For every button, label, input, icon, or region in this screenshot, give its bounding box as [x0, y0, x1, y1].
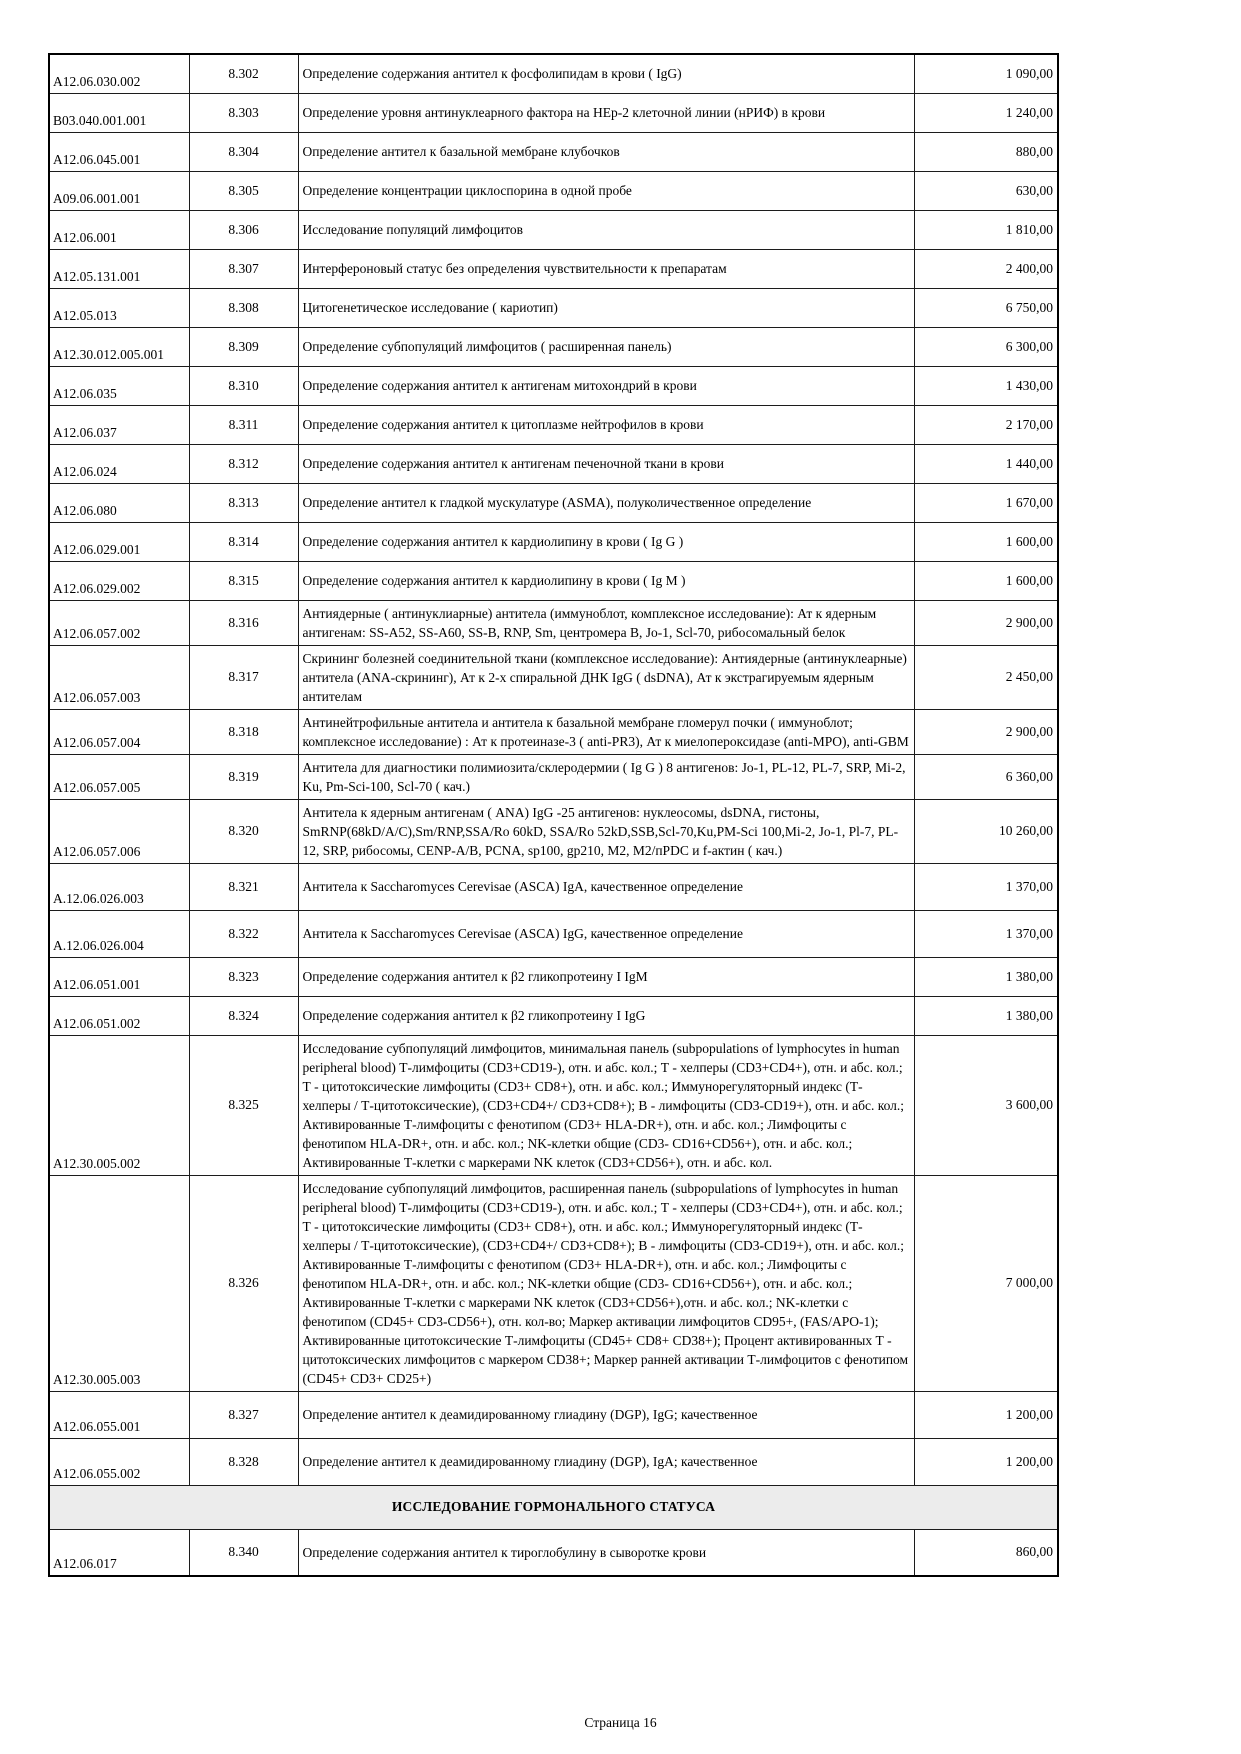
service-number: 8.311	[189, 405, 298, 444]
table-row	[49, 957, 1058, 996]
service-description: Определение содержания антител к β2 гликопротеину I IgG	[298, 996, 914, 1035]
service-code: A12.06.080	[49, 483, 189, 522]
service-code: A12.06.057.002	[49, 600, 189, 645]
service-code: A.12.06.026.003	[49, 863, 189, 910]
service-price: 860,00	[914, 1529, 1058, 1576]
service-description: Исследование популяций лимфоцитов	[298, 210, 914, 249]
table-row	[49, 996, 1058, 1035]
table-row	[49, 483, 1058, 522]
service-price: 1 090,00	[914, 54, 1058, 93]
service-price: 1 370,00	[914, 863, 1058, 910]
table-row	[49, 327, 1058, 366]
service-code: A12.30.005.003	[49, 1175, 189, 1391]
service-description: Исследование субпопуляций лимфоцитов, минимальная панель (subpopulations of lymphocytes in human peripheral blood) Т-лимфоциты (CD3+CD19-), отн. и абс. кол.; Т - хелперы (CD3+CD4+), отн. и абс. кол.; Т - цитотоксические лимфоциты (CD3+ CD8+), отн. и абс. кол.; Иммунорегуляторный индекс (Т-хелперы / Т-цитотоксические), (CD3+CD4+/ CD3+CD8+); В - лимфоциты (CD3-CD19+), отн. и абс. кол.; Активированные Т-лимфоциты с фенотипом (CD3+ HLA-DR+), отн. и абс. кол.; Лимфоциты с фенотипом HLA-DR+, отн. и абс. кол.; NK-клетки общие (CD3- CD16+CD56+), отн. и абс. кол.; Активированные Т-клетки с маркерами NK клеток (CD3+CD56+), отн. и абс. кол.	[298, 1035, 914, 1175]
service-number: 8.306	[189, 210, 298, 249]
service-number: 8.308	[189, 288, 298, 327]
service-description: Определение содержания антител к фосфолипидам в крови ( IgG)	[298, 54, 914, 93]
service-description: Определение содержания антител к цитоплазме нейтрофилов в крови	[298, 405, 914, 444]
service-code: A12.06.055.002	[49, 1438, 189, 1485]
service-price: 6 750,00	[914, 288, 1058, 327]
service-price: 2 450,00	[914, 645, 1058, 709]
service-code: A12.06.030.002	[49, 54, 189, 93]
service-code: A12.06.029.001	[49, 522, 189, 561]
service-code: A12.06.057.004	[49, 709, 189, 754]
service-price: 6 300,00	[914, 327, 1058, 366]
table-row	[49, 1438, 1058, 1485]
service-price: 2 400,00	[914, 249, 1058, 288]
service-code: A12.06.017	[49, 1529, 189, 1576]
service-description: Антитела для диагностики полимиозита/склеродермии ( Ig G ) 8 антигенов: Jo-1, PL-12, PL-7, SRP, Mi-2, Ku, Pm-Sci-100, Scl-70 ( кач.)	[298, 754, 914, 799]
service-number: 8.305	[189, 171, 298, 210]
service-number: 8.319	[189, 754, 298, 799]
service-description: Антитела к ядерным антигенам ( ANA) IgG -25 антигенов: нуклеосомы, dsDNA, гистоны, SmRNP(68kD/A/C),Sm/RNP,SSA/Ro 60kD, SSA/Ro 52kD,SSB,Scl-70,Ku,PM-Sci 100,Mi-2, Jo-1, Pl-7, PL-12, SRP, рибосомы, CENP-A/B, PCNA, sp100, gp210, M2, M2/пPDC и f-актин ( кач.)	[298, 799, 914, 863]
service-number: 8.316	[189, 600, 298, 645]
table-row	[49, 1175, 1058, 1391]
service-number: 8.314	[189, 522, 298, 561]
service-number: 8.323	[189, 957, 298, 996]
service-price: 1 670,00	[914, 483, 1058, 522]
service-number: 8.317	[189, 645, 298, 709]
service-number: 8.302	[189, 54, 298, 93]
table-row	[49, 600, 1058, 645]
service-number: 8.325	[189, 1035, 298, 1175]
service-description: Интерфероновый статус без определения чувствительности к препаратам	[298, 249, 914, 288]
section-title: ИССЛЕДОВАНИЕ ГОРМОНАЛЬНОГО СТАТУСА	[49, 1485, 1058, 1529]
table-row	[49, 444, 1058, 483]
table-row	[49, 863, 1058, 910]
table-row	[49, 93, 1058, 132]
service-price: 2 170,00	[914, 405, 1058, 444]
service-description: Скрининг болезней соединительной ткани (комплексное исследование): Антиядерные (антинуклеарные) антитела (ANA-скрининг), Ат к 2-х спиральной ДНК IgG ( dsDNA), Ат к экстрагируемым ядерным антителам	[298, 645, 914, 709]
service-price: 1 200,00	[914, 1438, 1058, 1485]
service-code: A12.06.051.002	[49, 996, 189, 1035]
service-price: 630,00	[914, 171, 1058, 210]
service-price: 6 360,00	[914, 754, 1058, 799]
service-description: Определение антител к базальной мембране клубочков	[298, 132, 914, 171]
table-row	[49, 210, 1058, 249]
service-code: A12.06.057.003	[49, 645, 189, 709]
service-price: 1 430,00	[914, 366, 1058, 405]
service-code: A09.06.001.001	[49, 171, 189, 210]
table-row	[49, 288, 1058, 327]
table-row	[49, 1529, 1058, 1576]
price-table-body	[49, 54, 1058, 1576]
service-description: Определение содержания антител к антигенам митохондрий в крови	[298, 366, 914, 405]
table-row	[49, 645, 1058, 709]
section-header-row	[49, 1485, 1058, 1529]
service-description: Определение содержания антител к кардиолипину в крови ( Ig G )	[298, 522, 914, 561]
table-row	[49, 754, 1058, 799]
service-code: A12.05.013	[49, 288, 189, 327]
service-price: 1 370,00	[914, 910, 1058, 957]
service-number: 8.322	[189, 910, 298, 957]
service-code: B03.040.001.001	[49, 93, 189, 132]
service-description: Определение антител к гладкой мускулатуре (ASMA), полуколичественное определение	[298, 483, 914, 522]
service-number: 8.315	[189, 561, 298, 600]
service-description: Антинейтрофильные антитела и антитела к базальной мембране гломерул почки ( иммуноблот; комплексное исследование) : Ат к протеиназе-3 ( anti-PR3), Ат к миелопероксидазе (anti-MPO), anti-GBM	[298, 709, 914, 754]
service-description: Определение содержания антител к β2 гликопротеину I IgM	[298, 957, 914, 996]
service-price: 1 600,00	[914, 522, 1058, 561]
service-price: 1 810,00	[914, 210, 1058, 249]
table-row	[49, 132, 1058, 171]
table-row	[49, 799, 1058, 863]
service-code: A12.06.035	[49, 366, 189, 405]
service-description: Определение субпопуляций лимфоцитов ( расширенная панель)	[298, 327, 914, 366]
service-price: 2 900,00	[914, 709, 1058, 754]
table-row	[49, 1391, 1058, 1438]
table-row	[49, 561, 1058, 600]
service-code: A12.30.012.005.001	[49, 327, 189, 366]
service-price: 10 260,00	[914, 799, 1058, 863]
service-number: 8.327	[189, 1391, 298, 1438]
service-description: Исследование субпопуляций лимфоцитов, расширенная панель (subpopulations of lymphocytes in human peripheral blood) Т-лимфоциты (CD3+CD19-), отн. и абс. кол.; Т - хелперы (CD3+CD4+), отн. и абс. кол.; Т - цитотоксические лимфоциты (CD3+ CD8+), отн. и абс. кол.; Иммунорегуляторный индекс (Т-хелперы / Т-цитотоксические), (CD3+CD4+/ CD3+CD8+); В - лимфоциты (CD3-CD19+), отн. и абс. кол.; Активированные Т-лимфоциты с фенотипом (CD3+ HLA-DR+), отн. и абс. кол.; Лимфоциты с фенотипом HLA-DR+, отн. и абс. кол.; NK-клетки общие (CD3- CD16+CD56+), отн. и абс. кол.; Активированные Т-клетки с маркерами NK клеток (CD3+CD56+),отн. и абс. кол.; NK-клетки с фенотипом (CD45+ CD3-CD56+), отн. кол-во; Маркер активации лимфоцитов CD95+, (FAS/APO-1); Активированные цитотоксические Т-лимфоциты (CD45+ CD8+ CD38+); Процент активированных Т - цитотоксических лимфоцитов с маркером CD38+; Маркер ранней активации Т-лимфоцитов с фенотипом (CD45+ CD3+ CD25+)	[298, 1175, 914, 1391]
service-code: A12.06.055.001	[49, 1391, 189, 1438]
table-row	[49, 522, 1058, 561]
service-code: A12.06.029.002	[49, 561, 189, 600]
service-price: 3 600,00	[914, 1035, 1058, 1175]
service-number: 8.324	[189, 996, 298, 1035]
page-number: Страница 16	[584, 1715, 657, 1730]
service-description: Антитела к Saccharomyces Cerevisae (ASCA) IgA, качественное определение	[298, 863, 914, 910]
service-number: 8.340	[189, 1529, 298, 1576]
table-row	[49, 249, 1058, 288]
service-number: 8.326	[189, 1175, 298, 1391]
service-price: 1 200,00	[914, 1391, 1058, 1438]
service-description: Определение антител к деамидированному глиадину (DGP), IgG; качественное	[298, 1391, 914, 1438]
service-number: 8.318	[189, 709, 298, 754]
service-code: A12.06.024	[49, 444, 189, 483]
table-row	[49, 366, 1058, 405]
service-price: 880,00	[914, 132, 1058, 171]
service-description: Определение содержания антител к кардиолипину в крови ( Ig M )	[298, 561, 914, 600]
table-row	[49, 405, 1058, 444]
service-number: 8.303	[189, 93, 298, 132]
service-description: Определение содержания антител к антигенам печеночной ткани в крови	[298, 444, 914, 483]
service-code: A12.06.045.001	[49, 132, 189, 171]
service-price: 1 380,00	[914, 996, 1058, 1035]
service-description: Антиядерные ( антинуклиарные) антитела (иммуноблот, комплексное исследование): Ат к ядерным антигенам: SS-A52, SS-A60, SS-B, RNP, Sm, центромера В, Jo-1, Scl-70, рибосомальный белок	[298, 600, 914, 645]
service-code: A12.06.057.006	[49, 799, 189, 863]
service-price: 1 440,00	[914, 444, 1058, 483]
table-row	[49, 709, 1058, 754]
service-price: 1 380,00	[914, 957, 1058, 996]
service-code: A12.05.131.001	[49, 249, 189, 288]
service-number: 8.307	[189, 249, 298, 288]
service-description: Антитела к Saccharomyces Cerevisae (ASCA) IgG, качественное определение	[298, 910, 914, 957]
service-number: 8.320	[189, 799, 298, 863]
service-price: 7 000,00	[914, 1175, 1058, 1391]
service-code: A12.06.001	[49, 210, 189, 249]
service-description: Определение уровня антинуклеарного фактора на НЕр-2 клеточной линии (нРИФ) в крови	[298, 93, 914, 132]
table-row	[49, 1035, 1058, 1175]
service-code: A.12.06.026.004	[49, 910, 189, 957]
service-price: 2 900,00	[914, 600, 1058, 645]
service-number: 8.328	[189, 1438, 298, 1485]
service-description: Определение антител к деамидированному глиадину (DGP), IgA; качественное	[298, 1438, 914, 1485]
service-price: 1 600,00	[914, 561, 1058, 600]
service-number: 8.309	[189, 327, 298, 366]
service-number: 8.313	[189, 483, 298, 522]
service-number: 8.312	[189, 444, 298, 483]
service-code: A12.30.005.002	[49, 1035, 189, 1175]
table-row	[49, 171, 1058, 210]
service-number: 8.304	[189, 132, 298, 171]
service-description: Определение содержания антител к тироглобулину в сыворотке крови	[298, 1529, 914, 1576]
table-row	[49, 54, 1058, 93]
service-description: Цитогенетическое исследование ( кариотип)	[298, 288, 914, 327]
service-code: A12.06.057.005	[49, 754, 189, 799]
service-number: 8.310	[189, 366, 298, 405]
table-row	[49, 910, 1058, 957]
service-description: Определение концентрации циклоспорина в одной пробе	[298, 171, 914, 210]
service-code: A12.06.037	[49, 405, 189, 444]
service-code: A12.06.051.001	[49, 957, 189, 996]
price-table	[48, 53, 1059, 1577]
service-price: 1 240,00	[914, 93, 1058, 132]
service-number: 8.321	[189, 863, 298, 910]
